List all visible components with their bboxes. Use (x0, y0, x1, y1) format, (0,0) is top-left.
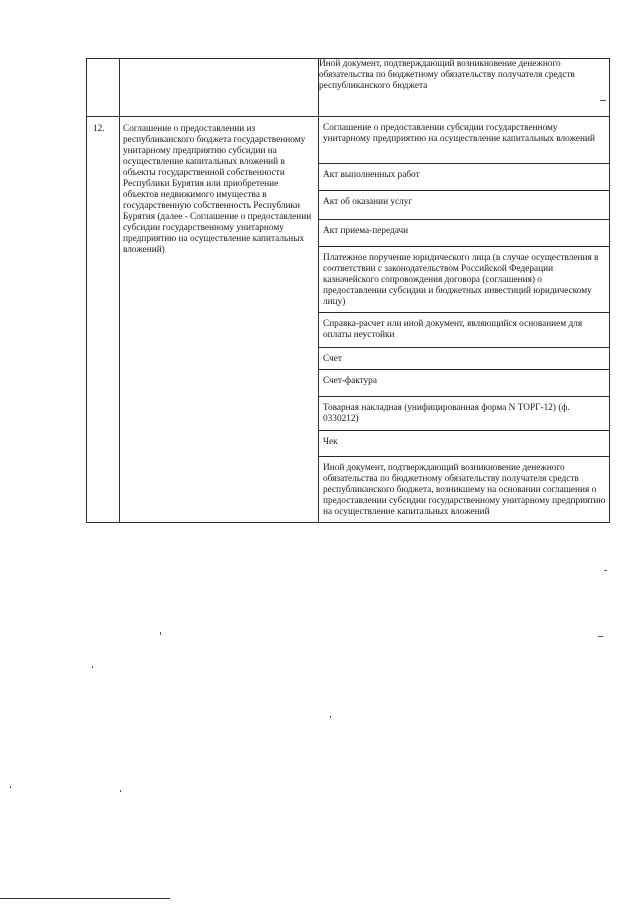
document-item: Акт приема-передачи (319, 219, 609, 246)
document-item: Чек (319, 430, 609, 456)
scan-speck (160, 632, 161, 635)
scan-speck (120, 790, 121, 792)
document-item: Соглашение о предоставлении субсидии государственному унитарному предприятию на осуществление капитальных вложений (319, 117, 609, 163)
scan-speck (598, 636, 603, 637)
document-item: Справка-расчет или иной документ, являющийся основанием для оплаты неустойки (319, 312, 609, 347)
scan-speck (92, 666, 93, 668)
bottom-scan-line (0, 898, 170, 899)
agreement-name: Соглашение о предоставлении из республиканского бюджета государственному унитарному предприятию субсидии на осуществление капитальных вложений в объекты государственной собственности Республики Бурятия или приобретение объектов недвижимого имущества в государственную собственность Республики Бурятия (далее - Соглашение о предоставлении субсидии государственному унитарному предприятию на осуществление капитальных вложений) (123, 124, 312, 255)
scan-speck (10, 786, 11, 788)
documents-list (319, 117, 609, 522)
document-item: Иной документ, подтверждающий возникновение денежного обязательства по бюджетному обязательству получателя средств республиканского бюджета, возникшему на основании соглашения о предоставлении субсидии государственному унитарному предприятию на осуществление капитальных вложений (323, 462, 606, 517)
scan-speck (600, 100, 606, 101)
scan-speck (330, 716, 331, 718)
name-cell-empty (120, 59, 319, 117)
number-cell (87, 117, 120, 523)
table-row-continuation (87, 59, 610, 117)
document-table (86, 58, 610, 523)
document-item: Счет-фактура (319, 369, 609, 396)
name-cell (120, 117, 319, 523)
document-cell (319, 59, 610, 117)
document-item: Товарная накладная (унифицированная форма N ТОРГ-12) (ф. 0330212) (319, 396, 609, 430)
document-item: Акт выполненных работ (319, 163, 609, 190)
document-item: Счет (319, 347, 609, 369)
row-number: 12. (93, 124, 105, 134)
number-cell-empty (87, 59, 120, 117)
table-row-12 (87, 117, 610, 523)
document-item: Платежное поручение юридического лица (в случае осуществления в соответствии с законодательством Российской Федерации казначейского сопровождения договора (соглашения) о предоставлении субсидии и бюджетных инвестиций юридическому лицу) (319, 246, 609, 312)
documents-cell (319, 117, 610, 523)
scan-speck (604, 570, 607, 571)
document-item: Акт об оказании услуг (319, 190, 609, 219)
document-text: Иной документ, подтверждающий возникновение денежного обязательства по бюджетному обязательству получателя средств республиканского бюджета (319, 59, 575, 91)
